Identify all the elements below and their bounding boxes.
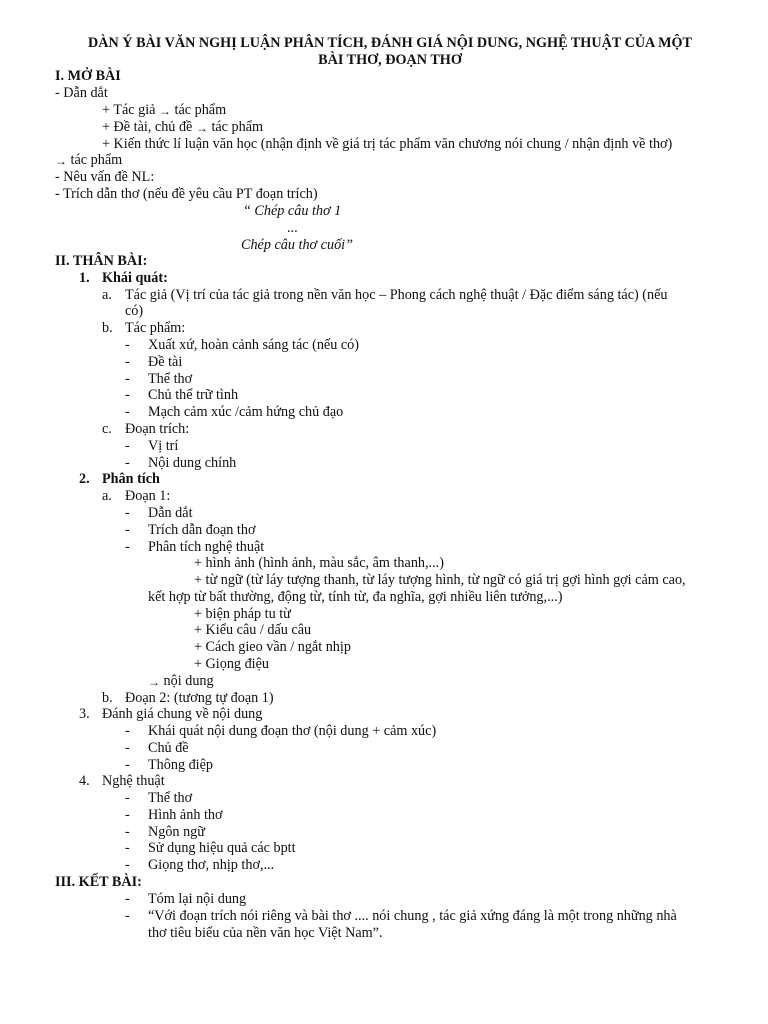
- list-dash: -: [125, 723, 130, 739]
- nghe-thuat-item: + hình ảnh (hình ảnh, màu sắc, âm thanh,...): [194, 555, 444, 571]
- list-item: Mạch cảm xúc /cảm hứng chủ đạo: [148, 404, 344, 420]
- tac-gia-text: + Tác giả: [102, 102, 156, 118]
- document-title-line1: DÀN Ý BÀI VĂN NGHỊ LUẬN PHÂN TÍCH, ĐÁNH GIÁ NỘI DUNG, NGHỆ THUẬT CỦA MỘT: [88, 35, 692, 51]
- list-dash: -: [125, 757, 130, 773]
- than-bai-heading: II. THÂN BÀI:: [55, 253, 148, 269]
- list-dash: -: [125, 740, 130, 756]
- list-item: Ngôn ngữ: [148, 824, 205, 840]
- nghe-thuat-item: + Kiểu câu / dấu câu: [194, 622, 312, 638]
- neu-van-de: - Nêu vấn đề NL:: [55, 169, 155, 185]
- document-title-line2: BÀI THƠ, ĐOẠN THƠ: [318, 52, 462, 68]
- khai-quat-number: 1.: [79, 270, 90, 286]
- list-dash: -: [125, 539, 130, 555]
- list-dash: -: [125, 371, 130, 387]
- list-dash: -: [125, 857, 130, 873]
- list-dash: -: [125, 387, 130, 403]
- danh-gia-label: Đánh giá chung về nội dung: [102, 706, 263, 722]
- khai-quat-a-text: Tác giả (Vị trí của tác giả trong nền văn học – Phong cách nghệ thuật / Đặc điểm sáng tác) (nếu: [125, 287, 668, 303]
- list-item: Trích dẫn đoạn thơ: [148, 522, 256, 538]
- list-item: Dẫn dắt: [148, 505, 193, 521]
- arrow-icon: →: [195, 121, 208, 135]
- ket-bai-heading: III. KẾT BÀI:: [55, 874, 142, 890]
- list-item: Giọng thơ, nhịp thơ,...: [148, 857, 275, 873]
- phan-tich-b-text: Đoạn 2: (tương tự đoạn 1): [125, 690, 274, 706]
- arrow-icon: →: [148, 675, 160, 689]
- phan-tich-b-mark: b.: [102, 690, 113, 706]
- list-dash: -: [125, 522, 130, 538]
- list-item: Chủ đề: [148, 740, 189, 756]
- list-dash: -: [125, 824, 130, 840]
- phan-tich-a-text: Đoạn 1:: [125, 488, 171, 504]
- dan-dat: - Dẫn dắt: [55, 85, 108, 101]
- list-item: Sử dụng hiệu quả các bptt: [148, 840, 296, 856]
- list-item-cont: thơ tiêu biểu của nền văn học Việt Nam”.: [148, 925, 383, 941]
- tac-pham-text: tác phẩm: [174, 102, 227, 118]
- khai-quat-b-text: Tác phẩm:: [125, 320, 186, 336]
- list-dash: -: [125, 337, 130, 353]
- list-item: “Với đoạn trích nói riêng và bài thơ .... nói chung , tác giả xứng đáng là một trong những nhà: [148, 908, 677, 924]
- noi-dung-line: [148, 673, 214, 690]
- list-dash: -: [125, 455, 130, 471]
- nghe-thuat-item: + biện pháp tu từ: [194, 606, 291, 622]
- arrow-icon: →: [55, 154, 67, 168]
- khai-quat-c-text: Đoạn trích:: [125, 421, 190, 437]
- mo-bai-heading: I. MỞ BÀI: [55, 68, 121, 84]
- phan-tich-number: 2.: [79, 471, 90, 487]
- list-dash: -: [125, 891, 130, 907]
- list-dash: -: [125, 354, 130, 370]
- list-dash: -: [125, 438, 130, 454]
- list-item: Vị trí: [148, 438, 179, 454]
- nghe-thuat-item-cont: kết hợp từ bất thường, động từ, tính từ, đa nghĩa, gợi nhiều liên tưởng,...): [148, 589, 563, 605]
- khai-quat-a-mark: a.: [102, 287, 112, 303]
- list-item: Tóm lại nội dung: [148, 891, 247, 907]
- list-dash: -: [125, 790, 130, 806]
- tac-gia-line: [102, 102, 226, 119]
- kien-thuc-cont-text: tác phẩm: [70, 152, 123, 168]
- list-item: Xuất xứ, hoàn cảnh sáng tác (nếu có): [148, 337, 359, 353]
- list-item: Đề tài: [148, 354, 183, 370]
- kien-thuc-line: + Kiến thức lí luận văn học (nhận định về giá trị tác phẩm văn chương nói chung / nhận định về thơ): [102, 136, 673, 152]
- nghe-thuat-number: 4.: [79, 773, 90, 789]
- kien-thuc-cont: [55, 152, 122, 169]
- list-dash: -: [125, 807, 130, 823]
- de-tai-line: [102, 119, 263, 136]
- list-dash: -: [125, 908, 130, 924]
- de-tai-text: + Đề tài, chủ đề: [102, 119, 193, 135]
- list-dash: -: [125, 840, 130, 856]
- cau-tho-cuoi: Chép câu thơ cuối”: [241, 237, 353, 253]
- khai-quat-b-mark: b.: [102, 320, 113, 336]
- khai-quat-a-text-cont: có): [125, 303, 144, 319]
- list-item: Nội dung chính: [148, 455, 237, 471]
- arrow-icon: →: [158, 104, 171, 118]
- list-item: Thông điệp: [148, 757, 214, 773]
- list-item: Thể thơ: [148, 790, 193, 806]
- list-item: Phân tích nghệ thuật: [148, 539, 265, 555]
- nghe-thuat-item: + Cách gieo vần / ngắt nhịp: [194, 639, 351, 655]
- list-dash: -: [125, 404, 130, 420]
- cau-tho-1: “ Chép câu thơ 1: [243, 203, 342, 219]
- list-item: Chủ thể trữ tình: [148, 387, 239, 403]
- danh-gia-number: 3.: [79, 706, 90, 722]
- noi-dung-text: nội dung: [163, 673, 214, 689]
- nghe-thuat-item: + Giọng điệu: [194, 656, 269, 672]
- phan-tich-label: Phân tích: [102, 471, 160, 487]
- trich-dan: - Trích dẫn thơ (nếu đề yêu cầu PT đoạn trích): [55, 186, 318, 202]
- khai-quat-c-mark: c.: [102, 421, 112, 437]
- list-dash: -: [125, 505, 130, 521]
- tac-pham-text: tác phẩm: [211, 119, 264, 135]
- list-item: Khái quát nội dung đoạn thơ (nội dung + cảm xúc): [148, 723, 437, 739]
- list-item: Hình ảnh thơ: [148, 807, 223, 823]
- list-item: Thể thơ: [148, 371, 193, 387]
- khai-quat-label: Khái quát:: [102, 270, 168, 286]
- phan-tich-a-mark: a.: [102, 488, 112, 504]
- nghe-thuat-label: Nghệ thuật: [102, 773, 165, 789]
- nghe-thuat-item: + từ ngữ (từ láy tượng thanh, từ láy tượng hình, từ ngữ có giá trị gợi hình gợi cảm cao,: [194, 572, 686, 588]
- ellipsis: ...: [287, 220, 298, 236]
